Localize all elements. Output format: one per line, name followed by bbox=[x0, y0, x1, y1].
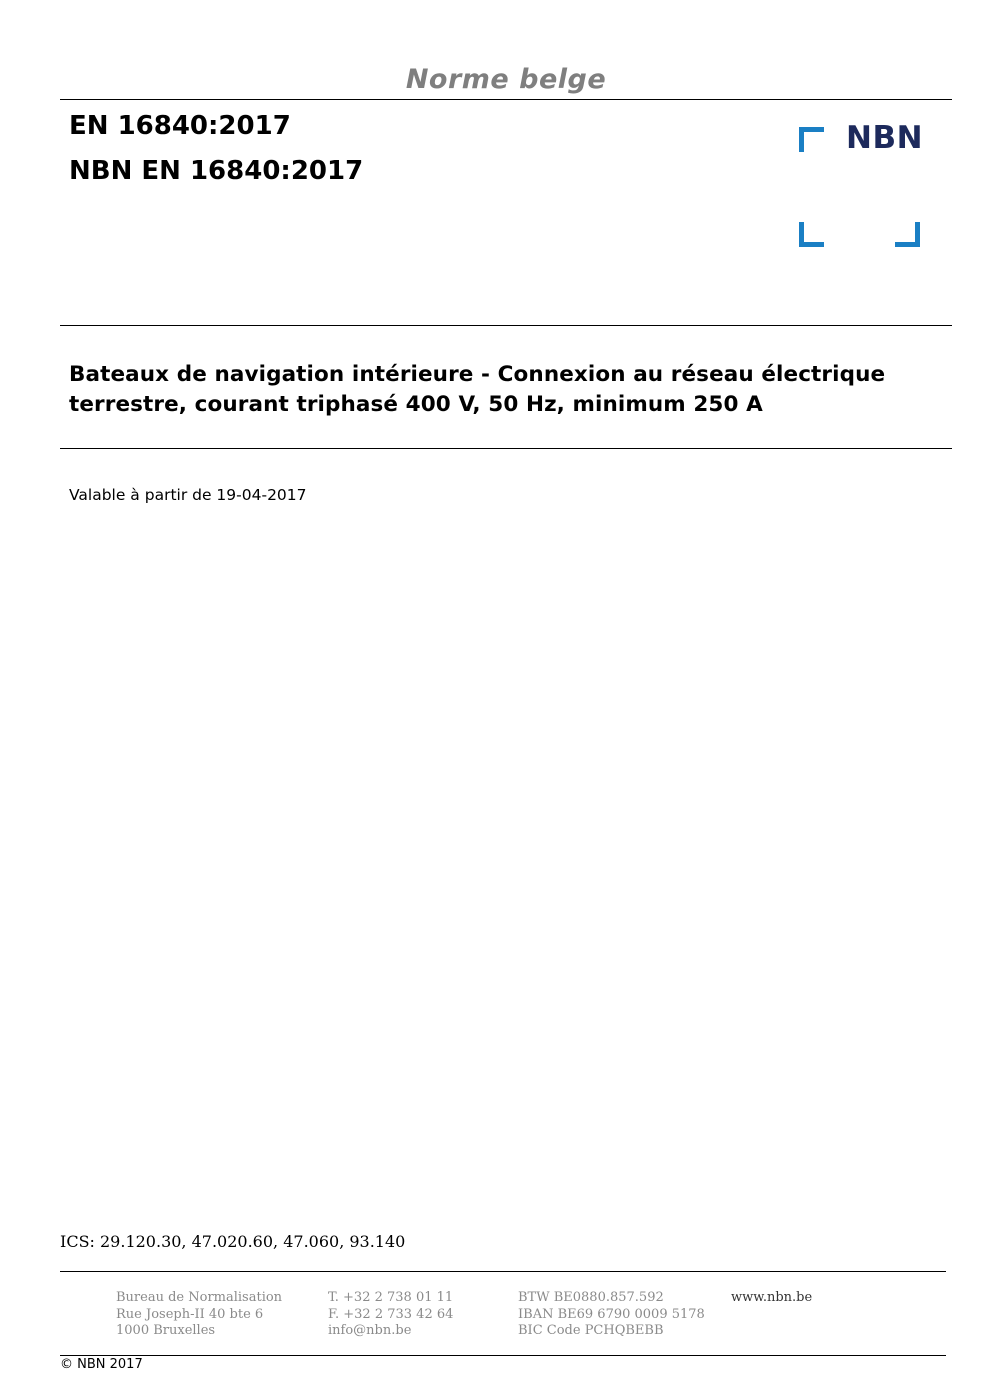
nbn-logo-text: NBN bbox=[846, 120, 924, 156]
bracket-bottom-left-icon bbox=[799, 222, 824, 247]
title-line-2: terrestre, courant triphasé 400 V, 50 Hz, minimum 250 A bbox=[69, 392, 763, 417]
nbn-standard-code: NBN EN 16840:2017 bbox=[69, 156, 364, 186]
footer-top-divider bbox=[60, 1271, 946, 1272]
address-line: 1000 Bruxelles bbox=[116, 1323, 216, 1338]
phone-number: T. +32 2 738 01 11 bbox=[328, 1290, 454, 1305]
bracket-bottom-right-icon bbox=[895, 222, 920, 247]
document-type-label: Norme belge bbox=[405, 64, 607, 95]
bracket-top-left-icon bbox=[799, 127, 824, 152]
validity-date: Valable à partir de 19-04-2017 bbox=[69, 486, 307, 504]
title-top-divider bbox=[60, 325, 952, 326]
ics-codes: ICS: 29.120.30, 47.020.60, 47.060, 93.140 bbox=[60, 1232, 406, 1251]
email-link[interactable]: info@nbn.be bbox=[328, 1323, 412, 1338]
fax-number: F. +32 2 733 42 64 bbox=[328, 1306, 454, 1322]
bic-code: BIC Code PCHQBEBB bbox=[518, 1323, 664, 1338]
title-line-1: Bateaux de navigation intérieure - Connexion au réseau électrique bbox=[69, 362, 886, 387]
footer-contact bbox=[328, 1290, 453, 1340]
footer-address bbox=[116, 1290, 282, 1340]
footer-bottom-divider bbox=[60, 1355, 946, 1356]
document-title bbox=[69, 360, 949, 420]
title-bottom-divider bbox=[60, 448, 952, 449]
copyright-notice: © NBN 2017 bbox=[60, 1357, 143, 1372]
footer-bank-details bbox=[518, 1290, 705, 1340]
en-standard-code: EN 16840:2017 bbox=[69, 111, 291, 141]
website-link[interactable]: www.nbn.be bbox=[731, 1290, 813, 1305]
footer-web bbox=[731, 1290, 812, 1307]
address-line: Rue Joseph-II 40 bte 6 bbox=[116, 1306, 264, 1322]
header-divider bbox=[60, 99, 952, 100]
vat-number: BTW BE0880.857.592 bbox=[518, 1290, 664, 1305]
address-line: Bureau de Normalisation bbox=[116, 1290, 283, 1305]
iban: IBAN BE69 6790 0009 5178 bbox=[518, 1306, 705, 1322]
